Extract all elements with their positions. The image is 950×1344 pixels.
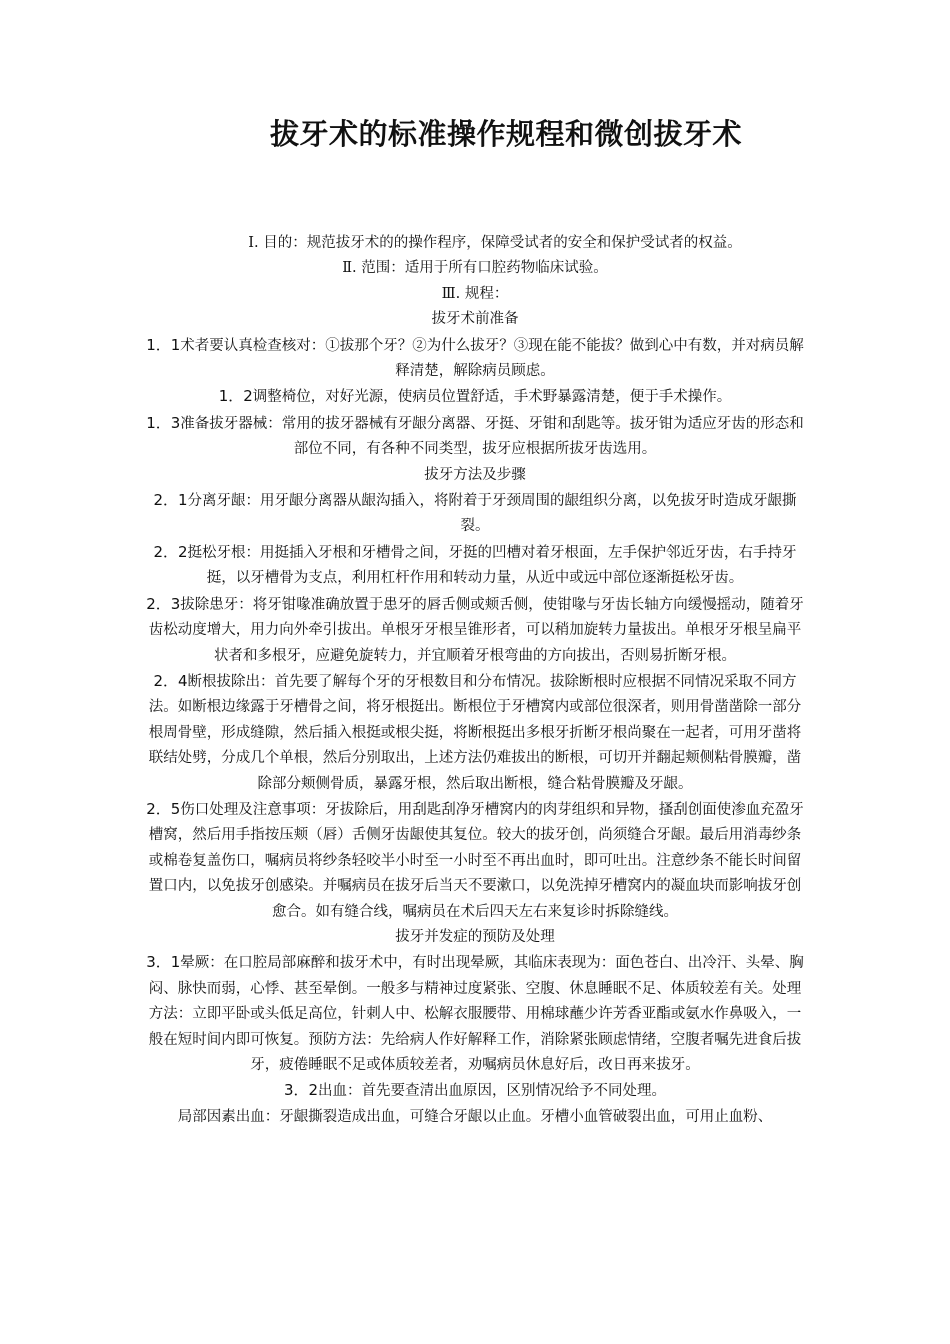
section-heading-methods: 拔牙方法及步骤 xyxy=(424,466,526,483)
paragraph-3-1: 3．1晕厥：在口腔局部麻醉和拔牙术中，有时出现晕厥，其临床表现为：面色苍白、出冷汗、头晕、胸闷、脉快而弱，心悸、甚至晕倒。一般多与精神过度紧张、空腹、休息睡眠不足、体质较差有关。处理方法：立即平卧或头低足高位，针刺人中、松解衣服腰带、用棉球蘸少许芳香亚酯或氨水作鼻吸入，一般在短时间内即可恢复。预防方法：先给病人作好解释工作，消除紧张顾虑情绪，空腹者嘱先进食后拔牙，疲倦睡眠不足或体质较差者，劝嘱病员休息好后，改日再来拔牙。 xyxy=(146,953,804,1073)
paragraph-3-2: 3．2出血：首先要查清出血原因，区别情况给予不同处理。 xyxy=(283,1081,667,1100)
document-body xyxy=(145,231,805,1130)
paragraph-1-1: 1．1术者要认真检查核对：①拔那个牙？②为什么拔牙？③现在能不能拔？做到心中有数，并对病员解释清楚，解除病员顾虑。 xyxy=(146,335,804,380)
paragraph-2-2: 2．2挺松牙根：用挺插入牙根和牙槽骨之间，牙挺的凹槽对着牙根面，左手保护邻近牙齿，右手持牙挺，以牙槽骨为支点，利用杠杆作用和转动力量，从近中或远中部位逐渐挺松牙齿。 xyxy=(153,542,797,587)
section-heading-preparation: 拔牙术前准备 xyxy=(431,311,519,328)
paragraph-1-2: 1．2调整椅位，对好光源，使病员位置舒适，手术野暴露清楚，便于手术操作。 xyxy=(218,387,732,406)
paragraph-scope: Ⅱ. 范围：适用于所有口腔药物临床试验。 xyxy=(342,260,608,277)
paragraph-2-3: 2．3拔除患牙：将牙钳喙准确放置于患牙的唇舌侧或颊舌侧，使钳喙与牙齿长轴方向缓慢摇动，随着牙齿松动度增大，用力向外牵引拔出。单根牙牙根呈锥形者，可以稍加旋转力量拔出。单根牙牙根呈扁平状者和多根牙，应避免旋转力，并宜顺着牙根弯曲的方向拔出，否则易折断牙根。 xyxy=(146,594,804,664)
paragraph-2-4: 2．4断根拔除出：首先要了解每个牙的牙根数目和分布情况。拔除断根时应根据不同情况采取不同方法。如断根边缘露于牙槽骨之间，将牙根挺出。断根位于牙槽窝内或部位很深者，则用骨凿凿除一部分根周骨壁，形成缝隙，然后插入根挺或根尖挺，将断根挺出多根牙折断牙根尚聚在一起者，可用牙凿将联结处劈，分成几个单根，然后分别取出，上述方法仍难拔出的断根，可切开并翻起颊侧粘骨膜瓣，凿除部分颊侧骨质，暴露牙根，然后取出断根，缝合粘骨膜瓣及牙龈。 xyxy=(148,671,802,792)
paragraph-purpose: Ⅰ. 目的：规范拔牙术的的操作程序，保障受试者的安全和保护受试者的权益。 xyxy=(248,235,742,251)
paragraph-2-1: 2．1分离牙龈：用牙龈分离器从龈沟插入，将附着于牙颈周围的龈组织分离，以免拔牙时造成牙龈撕裂。 xyxy=(153,491,797,535)
paragraph-procedure: Ⅲ. 规程： xyxy=(441,285,509,302)
paragraph-local-bleeding: 局部因素出血：牙龈撕裂造成出血，可缝合牙龈以止血。牙槽小血管破裂出血，可用止血粉、 xyxy=(177,1108,773,1125)
paragraph-1-3: 1．3准备拔牙器械：常用的拔牙器械有牙龈分离器、牙挺、牙钳和刮匙等。拔牙钳为适应牙齿的形态和部位不同，有各种不同类型，拔牙应根据所拔牙齿选用。 xyxy=(146,413,804,458)
page-title: 拔牙术的标准操作规程和微创拔牙术 xyxy=(270,117,743,151)
paragraph-2-5: 2．5伤口处理及注意事项：牙拔除后，用刮匙刮净牙槽窝内的肉芽组织和异物，搔刮创面使渗血充盈牙槽窝，然后用手指按压颊（唇）舌侧牙齿龈使其复位。较大的拔牙创，尚须缝合牙龈。最后用消毒纱条或棉卷复盖伤口，嘱病员将纱条轻咬半小时至一小时至不再出血时，即可吐出。注意纱条不能长时间留置口内，以免拔牙创感染。并嘱病员在拔牙后当天不要漱口，以免洗掉牙槽窝内的凝血块而影响拔牙创愈合。如有缝合线，嘱病员在术后四天左右来复诊时拆除缝线。 xyxy=(146,799,804,920)
section-heading-complications: 拔牙并发症的预防及处理 xyxy=(395,928,555,945)
